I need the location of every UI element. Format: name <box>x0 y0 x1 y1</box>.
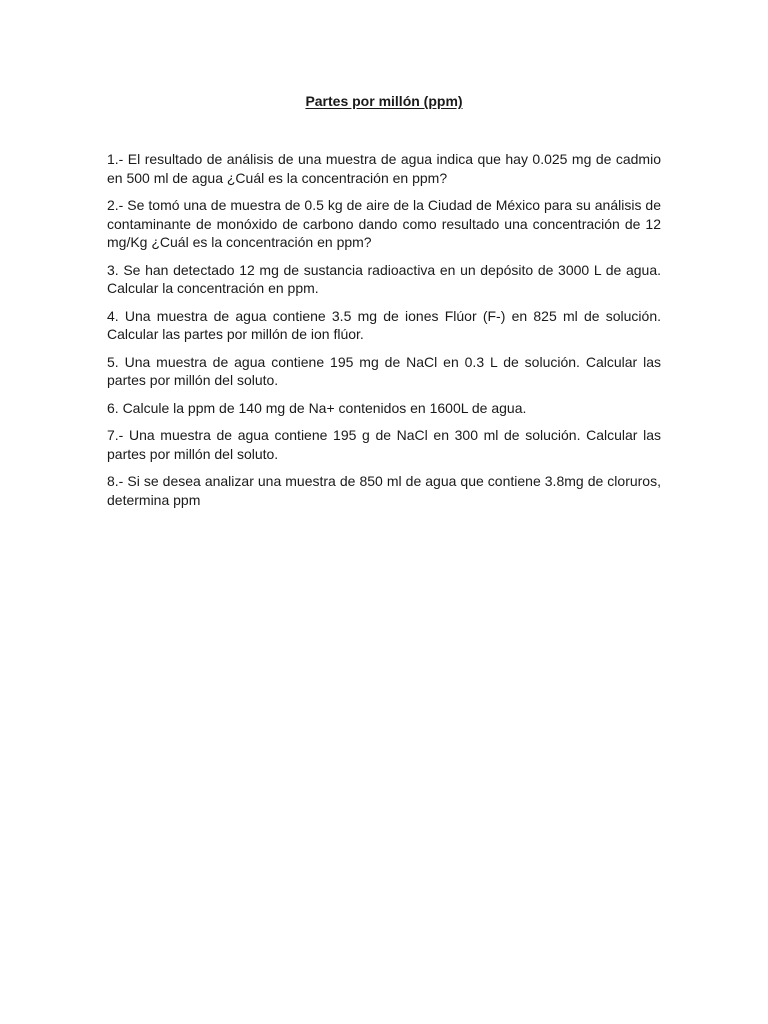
exercise-list <box>107 150 661 518</box>
exercise-4: 4. Una muestra de agua contiene 3.5 mg de iones Flúor (F-) en 825 ml de solución. Calcular las partes por millón de ion flúor. <box>107 307 661 342</box>
page-title: Partes por millón (ppm) <box>305 93 463 109</box>
exercise-6: 6. Calcule la ppm de 140 mg de Na+ contenidos en 1600L de agua. <box>107 399 527 416</box>
exercise-3: 3. Se han detectado 12 mg de sustancia radioactiva en un depósito de 3000 L de agua. Calcular la concentración en ppm. <box>107 261 661 296</box>
exercise-1: 1.- El resultado de análisis de una muestra de agua indica que hay 0.025 mg de cadmio en 500 ml de agua ¿Cuál es la concentración en ppm? <box>107 151 661 186</box>
exercise-7: 7.- Una muestra de agua contiene 195 g de NaCl en 300 ml de solución. Calcular las partes por millón del soluto. <box>107 427 661 462</box>
exercise-8: 8.- Si se desea analizar una muestra de 850 ml de agua que contiene 3.8mg de cloruros, determina ppm <box>107 473 661 508</box>
exercise-5: 5. Una muestra de agua contiene 195 mg de NaCl en 0.3 L de solución. Calcular las partes por millón del soluto. <box>107 353 661 388</box>
exercise-2: 2.- Se tomó una de muestra de 0.5 kg de aire de la Ciudad de México para su análisis de contaminante de monóxido de carbono dando como resultado una concentración de 12 mg/Kg ¿Cuál es la concentración en ppm? <box>107 197 661 250</box>
